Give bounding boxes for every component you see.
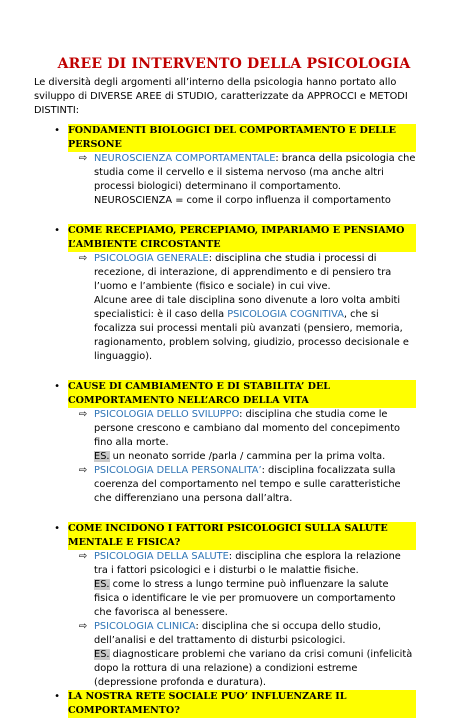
area-term: PSICOLOGIA DELLA PERSONALITA’ — [94, 465, 262, 476]
example — [94, 578, 416, 620]
example-text: come lo stress a lungo termine può influenzare la salute fisica o identificare le vie per promuovere un comportamento che favorisca al benessere. — [94, 579, 396, 618]
bullet-icon: • — [54, 381, 60, 392]
list-item — [94, 550, 416, 578]
list-item — [94, 464, 416, 506]
example-label: ES. — [94, 579, 110, 590]
arrow-right-icon: ⇨ — [78, 621, 88, 632]
arrow-right-icon: ⇨ — [78, 551, 88, 562]
area-description: : disciplina focalizzata sulla coerenza del comportamento nel tempo e sulle caratteristiche che differenziano una persona dall’altra. — [94, 465, 401, 504]
example-label: ES. — [94, 649, 110, 660]
list-item — [94, 620, 416, 648]
bullet-icon: • — [54, 523, 60, 534]
list-item — [94, 408, 416, 450]
bullet-icon: • — [54, 225, 60, 236]
section-heading: LA NOSTRA RETE SOCIALE PUO’ INFLUENZARE IL COMPORTAMENTO? — [68, 690, 416, 718]
area-description: : disciplina che si occupa dello studio, dell’analisi e del trattamento di disturbi psicologici. — [94, 621, 382, 646]
bullet-icon: • — [54, 691, 60, 702]
area-description: : disciplina che studia come le persone crescono e cambiano dal momento del concepimento fino alla morte. — [94, 409, 401, 448]
list-item — [94, 252, 416, 294]
section-health-factors — [34, 522, 416, 690]
area-term: PSICOLOGIA DELLA SALUTE — [94, 551, 229, 562]
bullet-icon: • — [54, 125, 60, 136]
section-heading: FONDAMENTI BIOLOGICI DEL COMPORTAMENTO E DELLE PERSONE — [68, 124, 416, 152]
arrow-right-icon: ⇨ — [78, 153, 88, 164]
example — [94, 450, 416, 464]
section-heading: CAUSE DI CAMBIAMENTO E DI STABILITA’ DEL COMPORTAMENTO NELL’ARCO DELLA VITA — [68, 380, 416, 408]
example — [94, 648, 416, 690]
section-heading: COME INCIDONO I FATTORI PSICOLOGICI SULLA SALUTE MENTALE E FISICA? — [68, 522, 416, 550]
section-change-stability — [34, 380, 416, 506]
section-heading: COME RECEPIAMO, PERCEPIAMO, IMPARIAMO E PENSIAMO L’AMBIENTE CIRCOSTANTE — [68, 224, 416, 252]
note-text: , che si focalizza sui processi mentali più avanzati (pensiero, memoria, ragionamento, problem solving, giudizio, processo decisionale e linguaggio). — [94, 309, 409, 362]
arrow-right-icon: ⇨ — [78, 465, 88, 476]
example-text: diagnosticare problemi che variano da crisi comuni (infelicità dopo la rottura di una relazione) a condizioni estreme (depressione profonda e duratura). — [94, 649, 413, 688]
example-text: un neonato sorride /parla / cammina per la prima volta. — [109, 451, 386, 462]
area-description: : branca della psicologia che studia come il cervello e il sistema nervoso (ma anche altri processi biologici) determinano il comportamento. NEUROSCIENZA = come il corpo influenza il comportamento — [94, 153, 416, 206]
area-description: : disciplina che esplora la relazione tra i fattori psicologici e i disturbi o le malattie fisiche. — [94, 551, 401, 576]
area-term: PSICOLOGIA CLINICA — [94, 621, 196, 632]
note-text: Alcune aree di tale disciplina sono divenute a loro volta ambiti specialistici: è il caso della — [94, 295, 401, 320]
list-item — [94, 152, 416, 208]
area-term: PSICOLOGIA COGNITIVA — [227, 309, 344, 320]
document-title: AREE DI INTERVENTO DELLA PSICOLOGIA — [57, 56, 411, 72]
area-term: PSICOLOGIA GENERALE — [94, 253, 209, 264]
cognitive-psychology-note — [94, 294, 416, 364]
arrow-right-icon: ⇨ — [78, 409, 88, 420]
area-term: NEUROSCIENZA COMPORTAMENTALE — [94, 153, 276, 164]
section-perception-learning — [34, 224, 416, 364]
arrow-right-icon: ⇨ — [78, 253, 88, 264]
area-term: PSICOLOGIA DELLO SVILUPPO — [94, 409, 240, 420]
example-label: ES. — [94, 451, 110, 462]
section-biological-foundations — [34, 124, 416, 208]
intro-paragraph: Le diversità degli argomenti all’interno della psicologia hanno portato allo sviluppo di DIVERSE AREE di STUDIO, caratterizzate da APPROCCI e METODI DISTINTI: — [34, 77, 408, 116]
area-description: : disciplina che studia i processi di recezione, di interazione, di apprendimento e di pensiero tra l’uomo e l’ambiente (fisico e sociale) in cui vive. — [94, 253, 392, 292]
section-social-network — [34, 690, 416, 718]
